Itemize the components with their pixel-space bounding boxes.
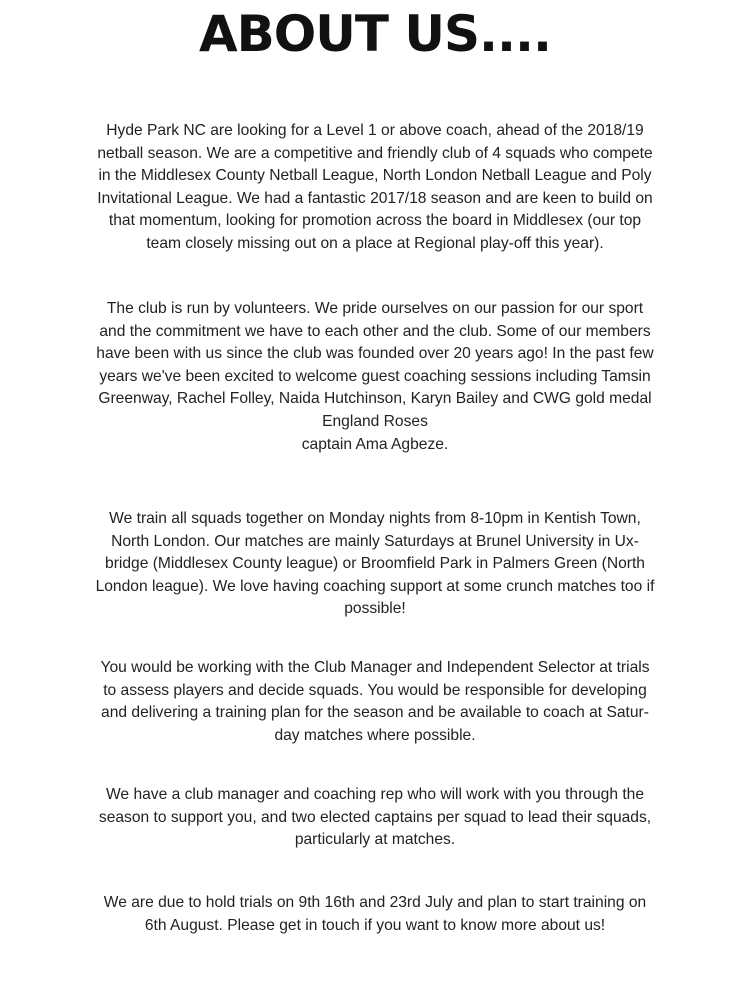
text-line: You would be working with the Club Manager and Independent Selector at trials xyxy=(100,659,650,676)
text-line: England Roses xyxy=(322,412,428,430)
text-line: North London. Our matches are mainly Saturdays at Brunel University in Ux- xyxy=(111,532,639,550)
text-line: that momentum, looking for promotion across the board in Middlesex (our top xyxy=(108,212,642,230)
text-line: We are due to hold trials on 9th 16th and 23rd July and plan to start training on xyxy=(103,894,647,911)
paragraph-training xyxy=(30,508,720,621)
text-line: season to support you, and two elected captains per squad to lead their squads, xyxy=(98,808,652,826)
text-line: London league). We love having coaching support at some crunch matches too if xyxy=(95,577,655,595)
paragraph-intro xyxy=(30,120,720,256)
text-line: We have a club manager and coaching rep who will work with you through the xyxy=(106,786,644,803)
paragraph-support xyxy=(30,784,720,852)
text-line: and the commitment we have to each other and the club. Some of our members xyxy=(99,322,651,340)
text-line: in the Middlesex County Netball League, North London Netball League and Poly xyxy=(98,167,652,185)
text-line: day matches where possible. xyxy=(274,726,476,744)
text-line: team closely missing out on a place at Regional play-off this year). xyxy=(146,234,604,252)
text-line: Invitational League. We had a fantastic 2017/18 season and are keen to build on xyxy=(97,189,653,207)
text-line: netball season. We are a competitive and friendly club of 4 squads who compete xyxy=(97,144,653,162)
text-line: and delivering a training plan for the season and be available to coach at Satur- xyxy=(101,704,649,722)
page-title: ABOUT US.... xyxy=(198,5,551,63)
text-line: bridge (Middlesex County league) or Broomfield Park in Palmers Green (North xyxy=(105,555,645,573)
text-line: have been with us since the club was founded over 20 years ago! In the past few xyxy=(96,345,654,363)
text-line: captain Ama Agbeze. xyxy=(301,435,449,453)
text-line: We train all squads together on Monday nights from 8-10pm in Kentish Town, xyxy=(109,510,641,527)
paragraph-trials xyxy=(30,892,720,937)
text-line: years we've been excited to welcome guest coaching sessions including Tamsin xyxy=(99,367,651,385)
paragraph-club-info xyxy=(30,298,720,456)
text-line: Greenway, Rachel Folley, Naida Hutchinson, Karyn Bailey and CWG gold medal xyxy=(98,390,652,408)
text-line: Hyde Park NC are looking for a Level 1 or above coach, ahead of the 2018/19 xyxy=(106,122,644,139)
text-line: particularly at matches. xyxy=(294,831,456,849)
text-line: possible! xyxy=(344,600,406,618)
text-line: to assess players and decide squads. You would be responsible for developing xyxy=(103,681,647,699)
text-line: The club is run by volunteers. We pride ourselves on our passion for our sport xyxy=(106,300,644,317)
text-line: 6th August. Please get in touch if you want to know more about us! xyxy=(144,916,606,934)
paragraph-role xyxy=(30,657,720,747)
